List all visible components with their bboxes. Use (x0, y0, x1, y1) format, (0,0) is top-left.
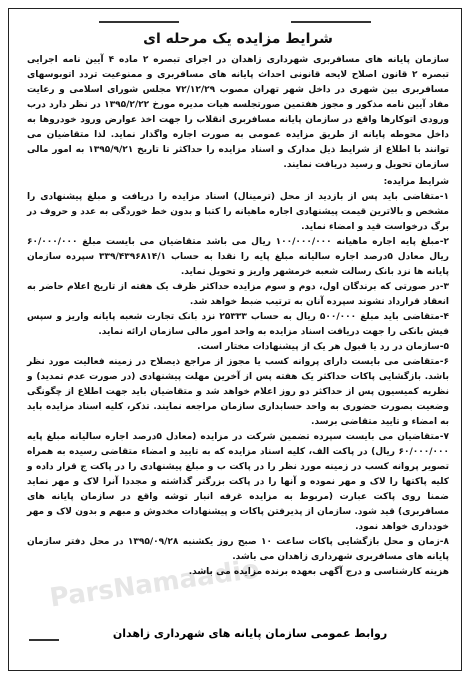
top-right-ornament (291, 21, 371, 23)
watermark: ParsNamaadio (47, 554, 262, 614)
condition-item: ۴-متقاضی باید مبلغ ۵۰۰/۰۰۰ ریال به حساب ۲۵۳۳۳ نزد بانک تجارت شعبه پایانه واریز و سپس فیش بانکی را جهت دریافت اسناد مزایده به واحد امور مالی سازمان ارائه نماید. (27, 312, 449, 337)
condition-item: ۳-در صورتی که برندگان اول، دوم و سوم مزایده حداکثر ظرف یک هفته از تاریخ اعلام حاضر به انعقاد قرارداد نشوند سپرده آنان به ترتیب ضبط خواهد شد. (27, 282, 449, 307)
condition-item: ۶-متقاضی می بایست دارای پروانه کسب یا مجوز از مراجع ذیصلاح در زمینه فعالیت مورد نظر باشد. بازگشایی پاکات حداکثر یک هفته پس از آخرین مهلت پیشنهادی (در صورت عدم تمدید) و نظریه کمیسیون پس از حداکثر دو روز اعلام خواهد شد و متقاضیان باید جهت اطلاع از چگونگی وضعیت بصورت حضوری به واحد حسابداری سازمان مراجعه نمایند. تذکر، کلیه اسناد مزایده باید به امضاء و تایید متقاضی برسد. (27, 357, 449, 427)
notice-frame (8, 8, 462, 671)
condition-item: ۵-سازمان در رد یا قبول هر یک از پیشنهادات مختار است. (197, 342, 449, 352)
condition-item: ۸-زمان و محل بازگشایی پاکات ساعت ۱۰ صبح روز یکشنبه ۱۳۹۵/۰۹/۲۸ در محل دفتر سازمان پایانه های مسافربری شهرداری زاهدان می باشد. (27, 537, 449, 562)
intro-paragraph: سازمان پایانه های مسافربری شهرداری زاهدان در اجرای تبصره ۲ ماده ۴ آیین نامه اجرایی تبصره ۲ قانون اصلاح لایحه قانونی احداث پایانه های مسافربری و ممنوعیت تردد اتوبوسهای مسافربری بین شهری در داخل شهر تهران مصوب ۷۲/۱۲/۲۹ مجلس شورای اسلامی و رعایت مفاد آیین نامه مذکور و مجوز هفتمین صورتجلسه هیات مدیره مورخ ۱۳۹۵/۲/۲۲ در نظر دارد درب ورودی اتوکارها واقع در سازمان پایانه مسافربری انقلاب را جهت اخذ عوارض ورود خودروها به داخل محوطه پایانه از طریق مزایده عمومی به صورت اجاره واگذار نماید. لذا متقاضیان می توانند با اطلاع از شرایط ذیل مدارک و اسناد مزایده را حداکثر تا تاریخ ۱۳۹۵/۹/۲۱ به امور مالی سازمان تحویل و رسید دریافت نمایند. (27, 55, 450, 170)
top-left-ornament (99, 21, 179, 23)
notice-title: شرایط مزایده یک مرحله ای (143, 31, 333, 47)
notice-body (27, 31, 449, 580)
signature: روابط عمومی سازمان پایانه های شهرداری زاهدان (112, 627, 388, 640)
condition-item: ۲-مبلغ پایه اجاره ماهیانه ۱۰۰/۰۰۰/۰۰۰ ریال می باشد متقاضیان می بایست مبلغ ۶۰/۰۰۰/۰۰۰ ریال معادل ۵درصد اجاره سالیانه مبلغ پایه را نقدا به حساب ۳۳۹/۴۳۹۶۸۱۴/۱ سپرده سازمان پایانه ها نزد بانک رسالت شعبه خرمشهر واریز و تحویل نماید. (27, 237, 449, 277)
conditions-heading: شرایط مزایده: (383, 177, 449, 187)
condition-item: ۱-متقاضی باید پس از بازدید از محل (ترمینال) اسناد مزایده را دریافت و مبلغ پیشنهادی را مشخص و بالاترین قیمت پیشنهادی اجاره ماهیانه را کتبا و بدون خط خوردگی به عدد و حروف در برگ درخواست قید و امضاء نماید. (27, 192, 449, 232)
condition-item: هزینه کارشناسی و درج آگهی بعهده برنده مزایده می باشد. (188, 567, 449, 577)
condition-item: ۷-متقاضیان می بایست سپرده تضمین شرکت در مزایده (معادل ۵درصد اجاره سالیانه مبلغ پایه ۶۰/۰۰۰/۰۰۰ ریال) در پاکت الف، کلیه اسناد مزایده که به تایید و امضاء متقاضی رسیده به همراه تصویر پروانه کسب در زمینه مورد نظر را در پاکت ب و مبلغ پیشنهادی را در پاکت ج قرار داده و کلیه پاکتها را لاک و مهر نموده و آنها را در پاکت بزرگتر گذاشته و مجددا آنرا لاک و مهر نماید ضمنا روی پاکت عبارت (مربوط به مزایده غرفه انبار توشه واقع در سازمان پایانه های مسافربری) قید شود. سازمان از پذیرفتن پاکات و پیشنهادات مخدوش و مبهم و بدون لاک و مهر خودداری خواهد نمود. (27, 432, 449, 532)
bottom-ornament (29, 639, 59, 641)
